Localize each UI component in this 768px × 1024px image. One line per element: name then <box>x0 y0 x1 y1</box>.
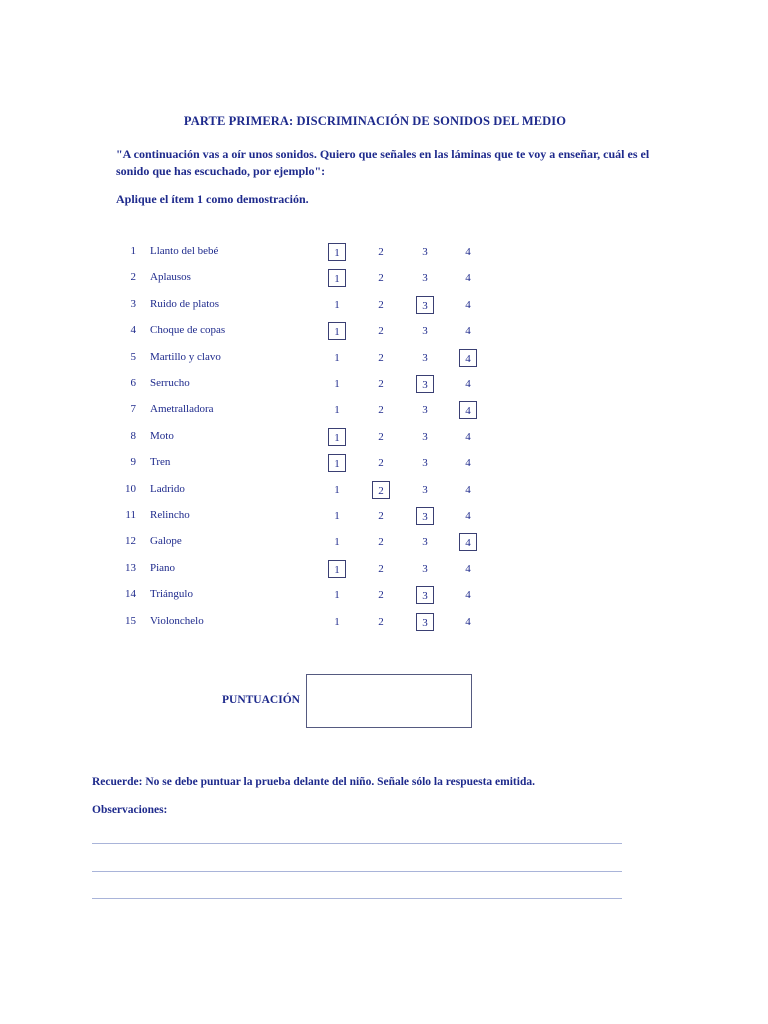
demo-note: Aplique el ítem 1 como demostración. <box>116 192 309 206</box>
item-number: 11 <box>125 509 136 521</box>
answer-option-1[interactable]: 1 <box>334 510 340 522</box>
answer-option-2[interactable]: 2 <box>372 481 390 499</box>
answer-option-1[interactable]: 1 <box>328 243 346 261</box>
answer-option-2[interactable]: 2 <box>378 589 384 602</box>
item-label: Serrucho <box>150 377 190 389</box>
item-label: Triángulo <box>150 588 193 601</box>
item-label: Choque de copas <box>150 324 226 337</box>
item-number: 10 <box>125 482 136 495</box>
answer-option-1[interactable]: 1 <box>334 615 340 628</box>
item-label: Tren <box>150 456 171 469</box>
item-row <box>0 481 768 501</box>
answer-option-3[interactable]: 3 <box>422 325 428 338</box>
item-label: Ruido de platos <box>150 297 220 310</box>
item-number: 6 <box>130 377 136 389</box>
item-number: 9 <box>130 456 136 469</box>
page-title: PARTE PRIMERA: DISCRIMINACIÓN DE SONIDOS DEL MEDIO <box>183 114 567 128</box>
item-number: 2 <box>130 271 136 284</box>
answer-option-1[interactable]: 1 <box>328 454 346 472</box>
item-number: 14 <box>125 588 136 601</box>
answer-option-2[interactable]: 2 <box>378 351 384 364</box>
answer-option-4[interactable]: 4 <box>465 615 471 628</box>
answer-option-2[interactable]: 2 <box>378 246 384 258</box>
item-label: Relincho <box>150 509 190 521</box>
item-number: 12 <box>125 535 136 548</box>
answer-option-2[interactable]: 2 <box>378 430 384 443</box>
answer-option-3[interactable]: 3 <box>422 536 428 549</box>
observation-line[interactable] <box>92 898 622 899</box>
item-label: Aplausos <box>150 271 191 284</box>
answer-option-2[interactable]: 2 <box>378 615 384 628</box>
item-row <box>0 613 768 633</box>
item-row <box>0 296 768 316</box>
item-row <box>0 401 768 421</box>
item-number: 3 <box>130 297 136 310</box>
answer-option-4[interactable]: 4 <box>465 378 471 390</box>
answer-option-3[interactable]: 3 <box>422 404 428 417</box>
item-row <box>0 454 768 474</box>
item-number: 1 <box>130 245 136 257</box>
observations-label: Observaciones: <box>92 804 168 816</box>
score-box[interactable] <box>306 674 472 728</box>
observation-line[interactable] <box>92 871 622 872</box>
answer-option-4[interactable]: 4 <box>465 272 471 285</box>
item-label: Moto <box>150 429 174 442</box>
item-number: 8 <box>130 429 136 442</box>
reminder-text: Recuerde: No se debe puntuar la prueba delante del niño. Señale sólo la respuesta emitida. <box>92 776 535 788</box>
answer-option-2[interactable]: 2 <box>378 378 384 390</box>
answer-option-4[interactable]: 4 <box>459 401 477 419</box>
answer-option-4[interactable]: 4 <box>465 510 471 522</box>
item-number: 7 <box>130 403 136 416</box>
answer-option-3[interactable]: 3 <box>422 430 428 443</box>
answer-option-3[interactable]: 3 <box>416 507 434 525</box>
item-label: Violonchelo <box>150 614 204 627</box>
item-row <box>0 322 768 342</box>
answer-option-3[interactable]: 3 <box>422 246 428 258</box>
item-number: 15 <box>125 614 136 627</box>
item-row <box>0 269 768 289</box>
answer-option-1[interactable]: 1 <box>334 378 340 390</box>
instruction-text: "A continuación vas a oír unos sonidos. Quiero que señales en las láminas que te voy a enseñar, cuál es el sonido que has escuchado, por ejemplo": <box>116 147 650 178</box>
answer-option-3[interactable]: 3 <box>416 586 434 604</box>
answer-option-2[interactable]: 2 <box>378 536 384 549</box>
answer-option-3[interactable]: 3 <box>416 375 434 393</box>
answer-option-1[interactable]: 1 <box>328 269 346 287</box>
item-number: 4 <box>130 324 136 337</box>
answer-option-3[interactable]: 3 <box>416 613 434 631</box>
answer-option-2[interactable]: 2 <box>378 272 384 285</box>
answer-option-2[interactable]: 2 <box>378 562 384 575</box>
item-label: Ametralladora <box>150 403 214 416</box>
answer-option-4[interactable]: 4 <box>459 349 477 367</box>
answer-option-4[interactable]: 4 <box>465 457 471 470</box>
item-row <box>0 560 768 580</box>
answer-option-1[interactable]: 1 <box>334 589 340 602</box>
answer-option-1[interactable]: 1 <box>334 404 340 417</box>
answer-option-3[interactable]: 3 <box>422 272 428 285</box>
item-label: Martillo y clavo <box>150 350 221 363</box>
answer-option-1[interactable]: 1 <box>334 483 340 496</box>
item-row <box>0 428 768 448</box>
answer-option-3[interactable]: 3 <box>416 296 434 314</box>
item-number: 13 <box>125 561 136 574</box>
answer-option-1[interactable]: 1 <box>334 351 340 364</box>
answer-option-4[interactable]: 4 <box>465 325 471 338</box>
item-row <box>0 243 768 263</box>
answer-option-1[interactable]: 1 <box>328 322 346 340</box>
answer-option-4[interactable]: 4 <box>465 562 471 575</box>
answer-option-4[interactable]: 4 <box>465 483 471 496</box>
answer-option-4[interactable]: 4 <box>459 533 477 551</box>
score-label: PUNTUACIÓN <box>222 694 300 706</box>
answer-option-2[interactable]: 2 <box>378 298 384 311</box>
answer-option-3[interactable]: 3 <box>422 457 428 470</box>
item-row <box>0 349 768 369</box>
answer-option-3[interactable]: 3 <box>422 562 428 575</box>
answer-option-4[interactable]: 4 <box>465 246 471 258</box>
answer-option-4[interactable]: 4 <box>465 298 471 311</box>
answer-option-4[interactable]: 4 <box>465 589 471 602</box>
answer-option-2[interactable]: 2 <box>378 457 384 470</box>
answer-option-4[interactable]: 4 <box>465 430 471 443</box>
answer-option-3[interactable]: 3 <box>422 483 428 496</box>
answer-option-1[interactable]: 1 <box>334 298 340 311</box>
item-label: Ladrido <box>150 482 185 495</box>
item-row <box>0 586 768 606</box>
answer-option-2[interactable]: 2 <box>378 510 384 522</box>
item-row <box>0 375 768 395</box>
item-row <box>0 533 768 553</box>
answer-option-1[interactable]: 1 <box>328 428 346 446</box>
item-number: 5 <box>130 350 136 363</box>
answer-option-1[interactable]: 1 <box>334 536 340 549</box>
item-label: Llanto del bebé <box>150 245 219 257</box>
answer-option-2[interactable]: 2 <box>378 325 384 338</box>
answer-option-3[interactable]: 3 <box>422 351 428 364</box>
item-row <box>0 507 768 527</box>
observation-line[interactable] <box>92 843 622 844</box>
item-label: Galope <box>150 535 182 548</box>
answer-option-1[interactable]: 1 <box>328 560 346 578</box>
answer-option-2[interactable]: 2 <box>378 404 384 417</box>
item-label: Piano <box>150 561 176 574</box>
